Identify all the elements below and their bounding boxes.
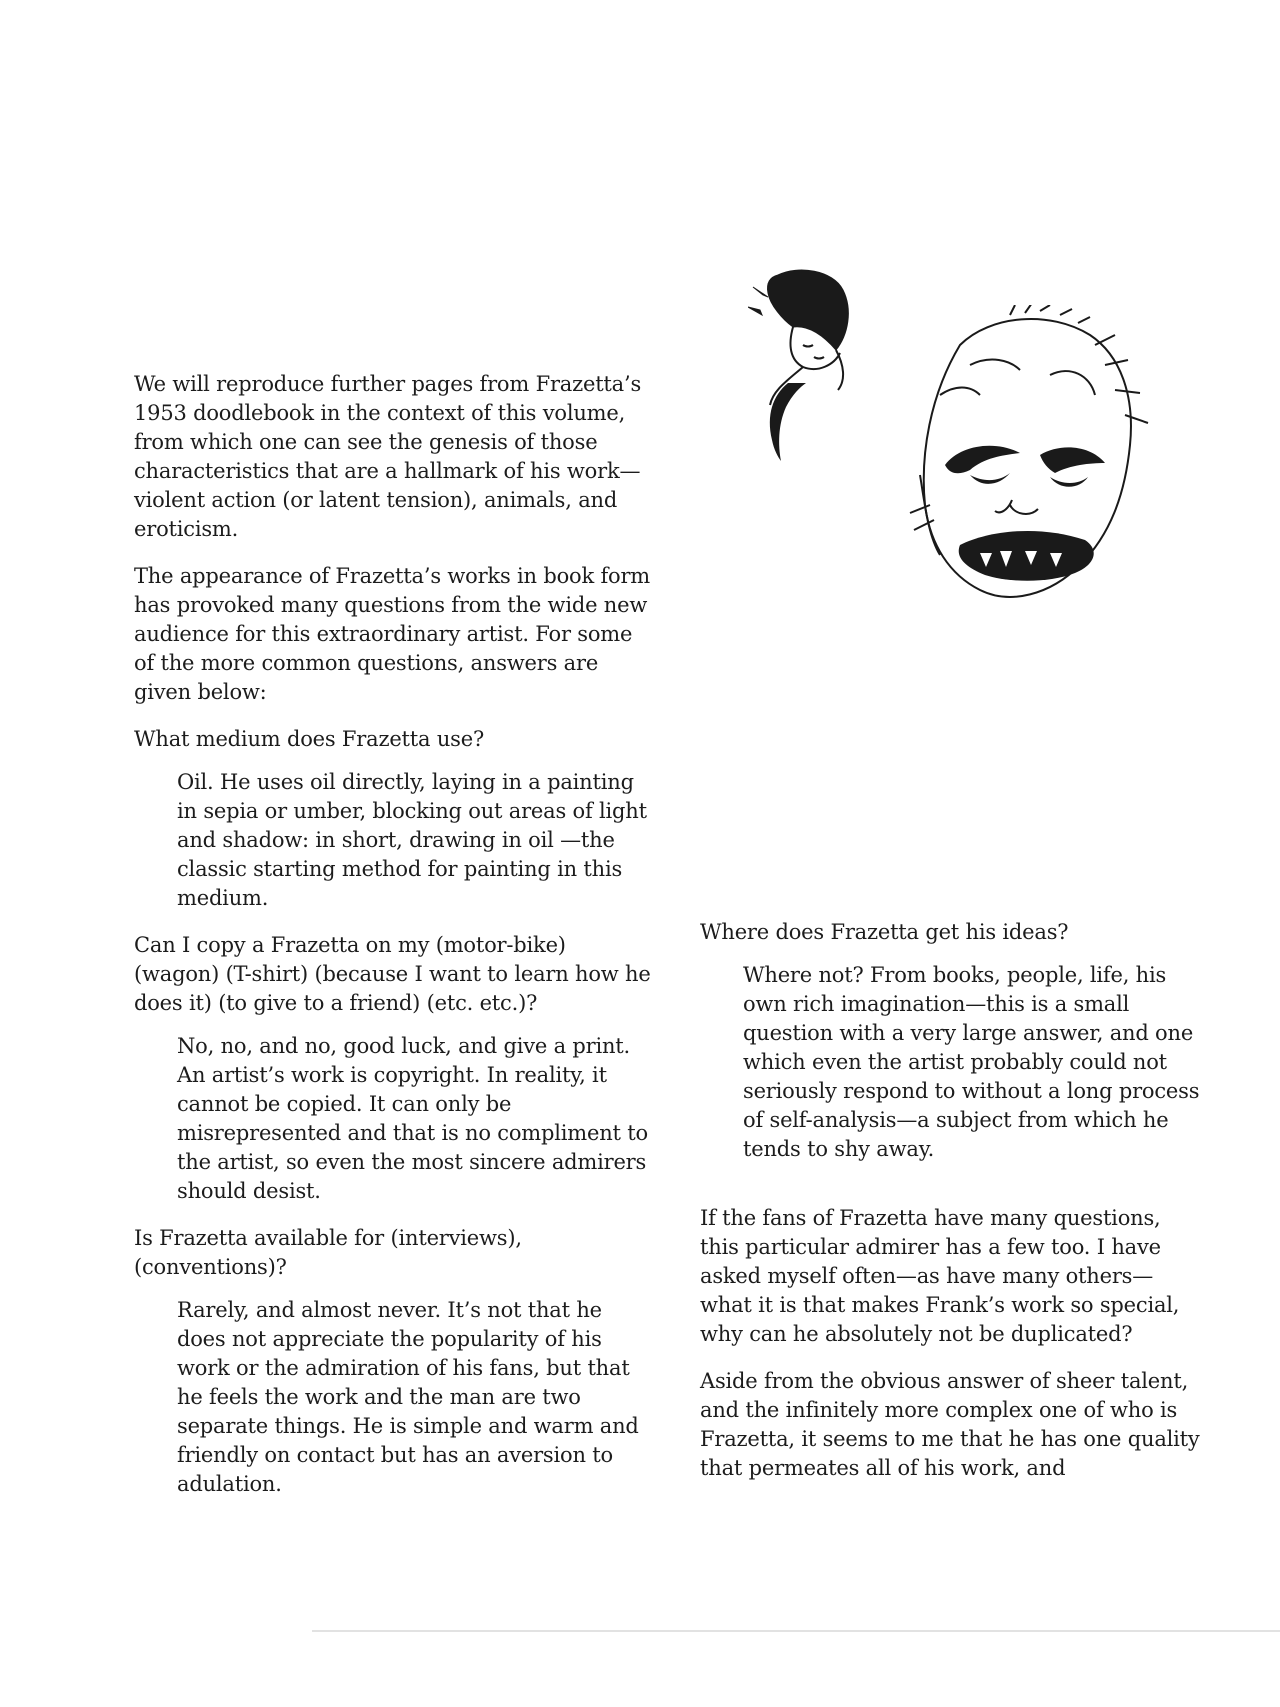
question-copy: Can I copy a Frazetta on my (motor-bike) (wagon) (T-shirt) (because I want to learn how he does it) (to give to a friend) (etc. etc.)? bbox=[134, 933, 651, 1015]
woman-head-sketch bbox=[748, 265, 878, 465]
right-column bbox=[700, 918, 1200, 1501]
fans-paragraph: If the fans of Frazetta have many questions, this particular admirer has a few too. I have asked myself often—as have many others—what it is that makes Frank’s work so special, why can he absolutely not be duplicated? bbox=[700, 1206, 1180, 1346]
intro-paragraph-2: The appearance of Frazetta’s works in book form has provoked many questions from the wide new audience for this extraordinary artist. For some of the more common questions, answers are given below: bbox=[134, 564, 651, 704]
answer-copy: No, no, and no, good luck, and give a print. An artist’s work is copyright. In reality, it cannot be copied. It can only be misrepresented and that is no compliment to the artist, so even the most sincere admirers should desist. bbox=[177, 1034, 648, 1203]
intro-paragraph-1: We will reproduce further pages from Frazetta’s 1953 doodlebook in the context of this volume, from which one can see the genesis of those characteristics that are a hallmark of his work—violent action (or latent tension), animals, and eroticism. bbox=[134, 372, 642, 541]
answer-availability: Rarely, and almost never. It’s not that he does not appreciate the popularity of his work or the admiration of his fans, but that he feels the work and the man are two separate things. He is simple and warm and friendly on contact but has an aversion to adulation. bbox=[177, 1298, 639, 1496]
question-availability: Is Frazetta available for (interviews), (conventions)? bbox=[134, 1226, 522, 1279]
aside-paragraph: Aside from the obvious answer of sheer talent, and the infinitely more complex one of who is Frazetta, it seems to me that he has one quality that permeates all of his work, and bbox=[700, 1369, 1200, 1480]
question-ideas: Where does Frazetta get his ideas? bbox=[700, 920, 1069, 944]
answer-medium: Oil. He uses oil directly, laying in a painting in sepia or umber, blocking out areas of light and shadow: in short, drawing in oil —the classic starting method for painting in this medium. bbox=[177, 770, 647, 910]
question-medium: What medium does Frazetta use? bbox=[134, 727, 485, 751]
gorilla-head-sketch bbox=[900, 305, 1150, 635]
left-column bbox=[134, 370, 654, 1517]
answer-ideas: Where not? From books, people, life, his own rich imagination—this is a small question with a very large answer, and one which even the artist probably could not seriously respond to without a long process of self-analysis—a subject from which he tends to shy away. bbox=[743, 963, 1200, 1161]
bottom-scan-edge bbox=[312, 1630, 1280, 1632]
